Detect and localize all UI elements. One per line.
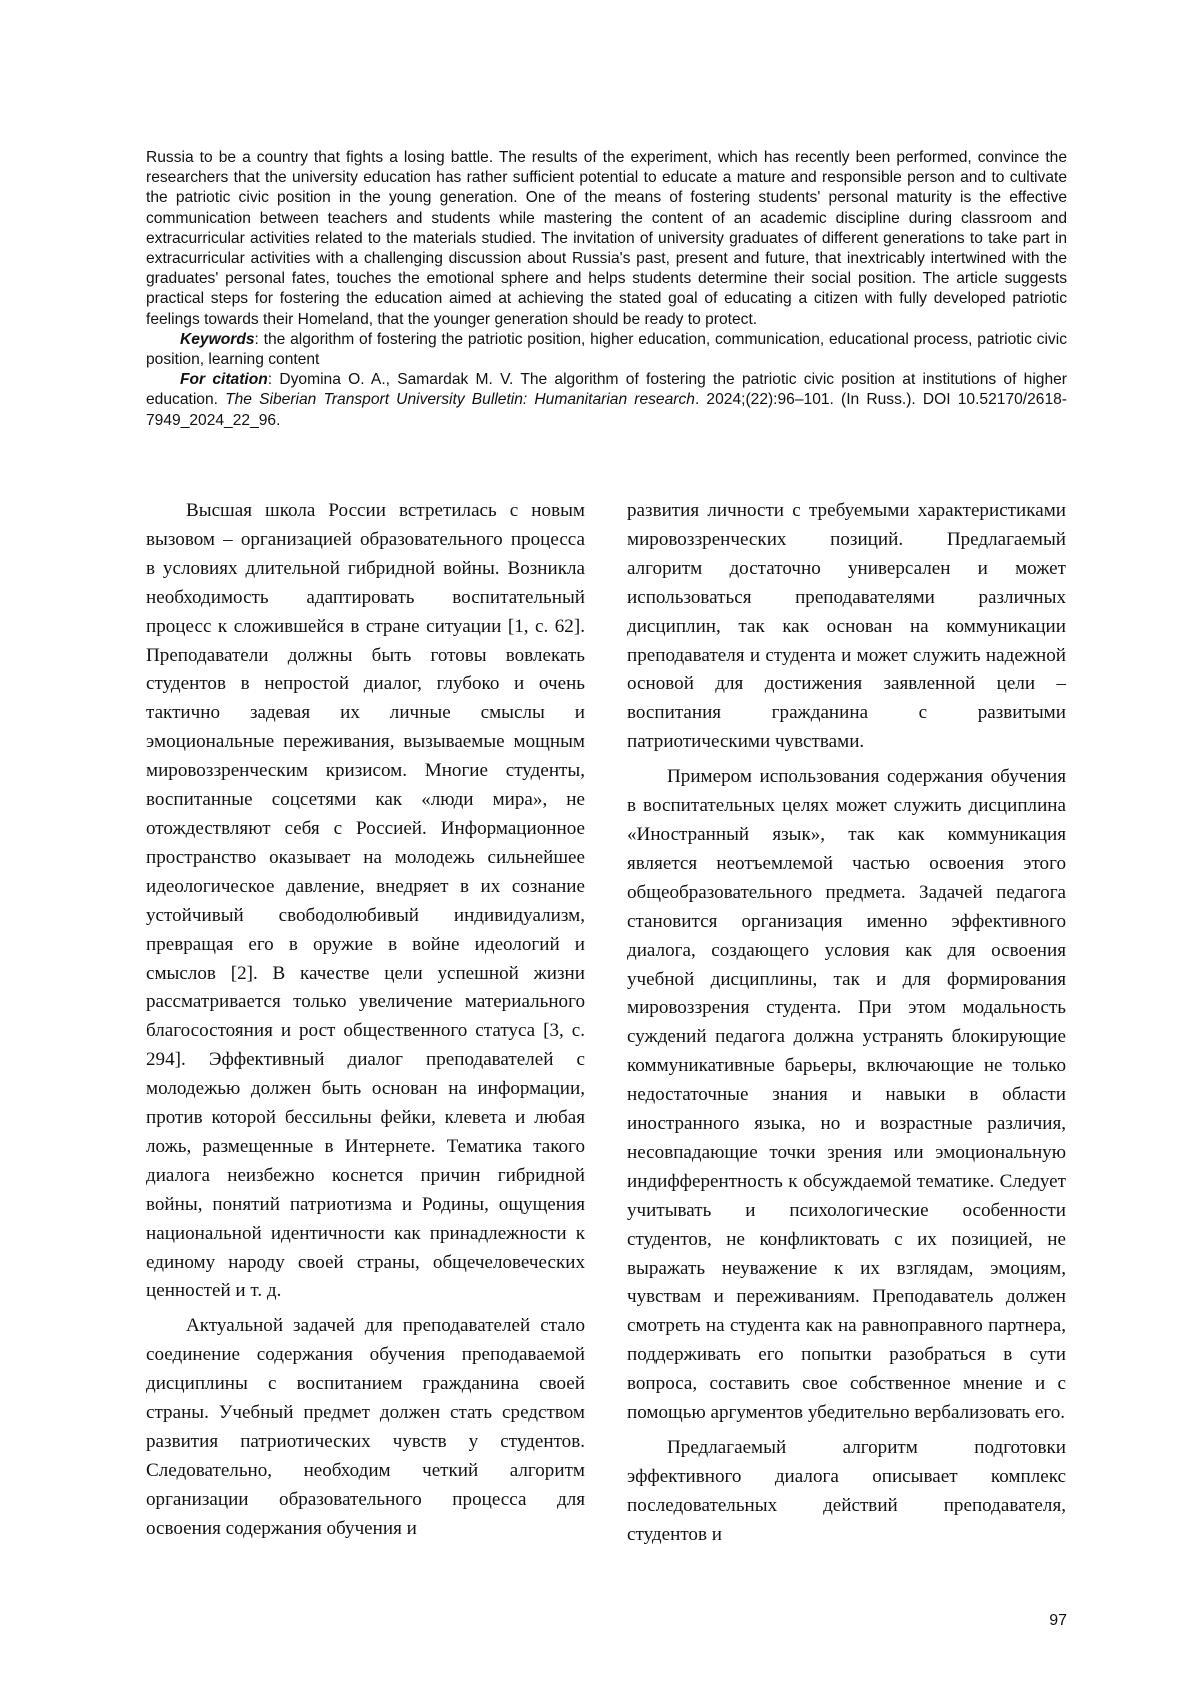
body-paragraph: Актуальной задачей для преподавателей стало соединение содержания обучения преподаваемой дисциплины с воспитанием гражданина своей страны. Учебный предмет должен стать средством развития патриотических чувств у студентов. Следовательно, необходим четкий алгоритм организации образовательного процесса для освоения содержания обучения и (146, 1315, 585, 1539)
citation-text-before: : Dyomina O. A., Samardak M. V. The algorithm of fostering the patriotic civic position at institutions of higher education. (146, 371, 1067, 409)
citation-label: For citation (180, 371, 268, 389)
citation-text-after: . 2024;(22):96–101. (In Russ.). DOI 10.52170/2618-7949_2024_22_96. (146, 391, 1067, 429)
body-paragraph: Примером использования содержания обучения в воспитательных целях может служить дисциплина «Иностранный язык», так как коммуникация является неотъемлемой частью освоения этого общеобразовательного предмета. Задачей педагога становится организация именно эффективного диалога, создающего условия как для освоения учебной дисциплины, так и для формирования мировоззрения студента. При этом модальность суждений педагога должна устранять блокирующие коммуникативные барьеры, включающие не только недостаточные знания и навыки в области иностранного языка, но и возрастные различия, несовпадающие точки зрения или эмоциональную индифферентность к обсуждаемой тематике. Следует учитывать и психологические особенности студентов, не конфликтовать с их позицией, не выражать неуважение к их взглядам, эмоциям, чувствам и переживаниям. Преподаватель должен смотреть на студента как на равноправного партнера, поддерживать его попытки разобраться в сути вопроса, составить свое собственное мнение и с помощью аргументов убедительно вербализовать его. (627, 766, 1066, 1424)
body-column-right (627, 497, 1066, 1556)
page-number: 97 (1049, 1612, 1067, 1629)
keywords-text: : the algorithm of fostering the patriotic position, higher education, communication, educational process, patriotic civic position, learning content (146, 330, 1067, 369)
body-paragraph: развития личности с требуемыми характеристиками мировоззренческих позиций. Предлагаемый алгоритм достаточно универсален и может использоваться преподавателями различных дисциплин, так как основан на коммуникации преподавателя и студента и может служить надежной основой для достижения заявленной цели – воспитания гражданина с развитыми патриотическими чувствами. (627, 500, 1066, 753)
citation-line (146, 370, 1067, 431)
body-column-left (146, 497, 585, 1550)
abstract-text: Russia to be a country that fights a losing battle. The results of the experiment, which has recently been performed, convince the researchers that the university education has rather sufficient potential to educate a mature and responsible person and to cultivate the patriotic civic position in the young generation. One of the means of fostering students' personal maturity is the effective communication between teachers and students while mastering the content of an academic discipline during classroom and extracurricular activities related to the materials studied. The invitation of university graduates of different generations to take part in extracurricular activities with a challenging discussion about Russia's past, present and future, that inextricably intertwined with the graduates' personal fates, touches the emotional sphere and helps students determine their social position. The article suggests practical steps for fostering the education aimed at achieving the stated goal of educating a citizen with fully developed patriotic feelings towards their Homeland, that the younger generation should be ready to protect. (146, 149, 1067, 328)
body-paragraph: Высшая школа России встретилась с новым вызовом – организацией образовательного процесса в условиях длительной гибридной войны. Возникла необходимость адаптировать воспитательный процесс к сложившейся в стране ситуации [1, с. 62]. Преподаватели должны быть готовы вовлекать студентов в непростой диалог, глубоко и очень тактично задевая их личные смыслы и эмоциональные переживания, вызываемые мощным мировоззренческим кризисом. Многие студенты, воспитанные соцсетями как «люди мира», не отождествляют себя с Россией. Информационное пространство оказывает на молодежь сильнейшее идеологическое давление, внедряет в их сознание устойчивый свободолюбивый индивидуализм, превращая его в оружие в войне идеологий и смыслов [2]. В качестве цели успешной жизни рассматривается только увеличение материального благосостояния и рост общественного статуса [3, с. 294]. Эффективный диалог преподавателей с молодежью должен быть основан на информации, против которой бессильны фейки, клевета и любая ложь, размещенные в Интернете. Тематика такого диалога неизбежно коснется причин гибридной войны, понятий патриотизма и Родины, ощущения национальной идентичности как принадлежности к единому народу своей страны, общечеловеческих ценностей и т. д. (146, 500, 585, 1302)
keywords-line (146, 330, 1067, 370)
abstract-section (146, 148, 1067, 431)
body-paragraph: Предлагаемый алгоритм подготовки эффективного диалога описывает комплекс последовательных действий преподавателя, студентов и (627, 1437, 1066, 1545)
citation-journal: The Siberian Transport University Bulletin: Humanitarian research (225, 391, 695, 409)
keywords-label: Keywords (180, 330, 255, 348)
